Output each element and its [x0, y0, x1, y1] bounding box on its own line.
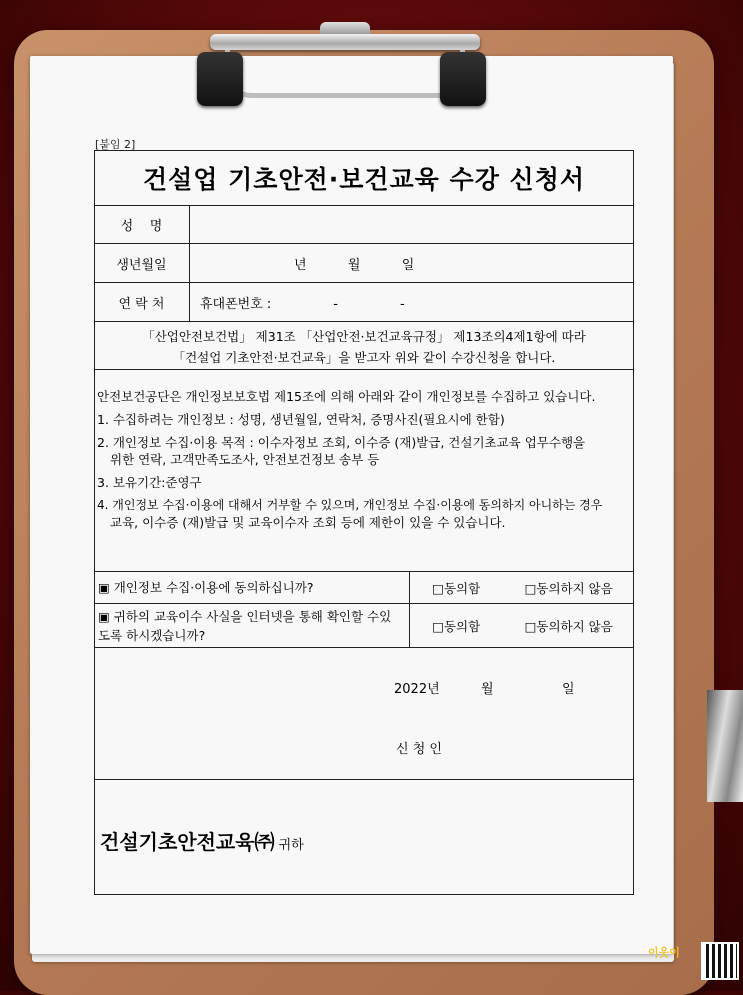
clip-foot-right [440, 52, 486, 106]
privacy-item-1: 1. 수집하려는 개인정보 : 성명, 생년월일, 연락처, 증명사진(필요시에 한함) [97, 412, 505, 427]
birth-field[interactable]: 년 월 일 [294, 257, 415, 273]
statement-line-2: 「건설업 기초안전·보건교육」을 받고자 위와 같이 수강신청을 합니다. [172, 350, 556, 365]
birth-label: 생년월일 [94, 244, 190, 282]
metal-object [707, 690, 743, 802]
qr-code-icon [703, 944, 737, 978]
question-2-disagree-checkbox[interactable]: □동의하지 않음 [524, 618, 613, 634]
signature-section [94, 648, 634, 780]
contact-row [94, 283, 634, 322]
privacy-item-2a: 2. 개인정보 수집·이용 목적 : 이수자정보 조회, 이수증 (재)발급, 건설기초교육 업무수행을 [97, 435, 586, 450]
question-1-agree-checkbox[interactable]: □동의함 [432, 580, 481, 596]
applicant-label: 신 청 인 [396, 742, 442, 757]
date-month: 월 [481, 682, 494, 697]
privacy-notice [94, 370, 634, 572]
question-2-text: ▣ 귀하의 교육이수 사실을 인터넷을 통해 확인할 수있도록 하시겠습니까? [98, 608, 392, 643]
privacy-header: 안전보건공단은 개인정보보호법 제15조에 의해 아래와 같이 개인정보를 수집하고 있습니다. [97, 389, 596, 404]
privacy-item-2b: 위한 연락, 고객만족도조사, 안전보건정보 송부 등 [110, 452, 380, 467]
attachment-tag: [붙임 2] [95, 138, 136, 151]
addressee-suffix: 귀하 [278, 838, 304, 853]
birth-row [94, 244, 634, 283]
consent-question-2 [94, 604, 634, 648]
statement-line-1: 「산업안전보건법」 제31조 「산업안전·보건교육규정」 제13조의4제1항에 따라 [142, 329, 586, 344]
date-day: 일 [562, 682, 575, 697]
privacy-item-3: 3. 보유기간:준영구 [97, 475, 202, 490]
contact-label: 연 락 처 [94, 283, 190, 321]
consent-question-1 [94, 572, 634, 604]
application-statement [94, 322, 634, 370]
addressee [100, 826, 304, 855]
question-1-disagree-checkbox[interactable]: □동의하지 않음 [524, 580, 613, 596]
privacy-item-4b: 교육, 이수증 (재)발급 및 교육이수자 조회 등에 제한이 있을 수 있습니다. [110, 515, 506, 530]
watermark-logo: 이웃이 [648, 946, 680, 959]
clip-bar [210, 34, 480, 50]
name-row [94, 206, 634, 244]
question-2-agree-checkbox[interactable]: □동의함 [432, 618, 481, 634]
name-label: 성 명 [94, 206, 190, 243]
privacy-item-4a: 4. 개인정보 수집·이용에 대해서 거부할 수 있으며, 개인정보 수집·이용에 동의하지 아니하는 경우 [97, 498, 603, 512]
addressee-org: 건설기초안전교육㈜ [100, 830, 275, 854]
clip-wire [225, 50, 465, 98]
form-title: 건설업 기초안전·보건교육 수강 신청서 [94, 150, 634, 206]
question-1-text: ▣ 개인정보 수집·이용에 동의하십니까? [98, 580, 314, 595]
contact-field[interactable]: 휴대폰번호 : - - [200, 296, 405, 312]
clip-foot-left [197, 52, 243, 106]
date-year: 2022년 [394, 682, 440, 697]
